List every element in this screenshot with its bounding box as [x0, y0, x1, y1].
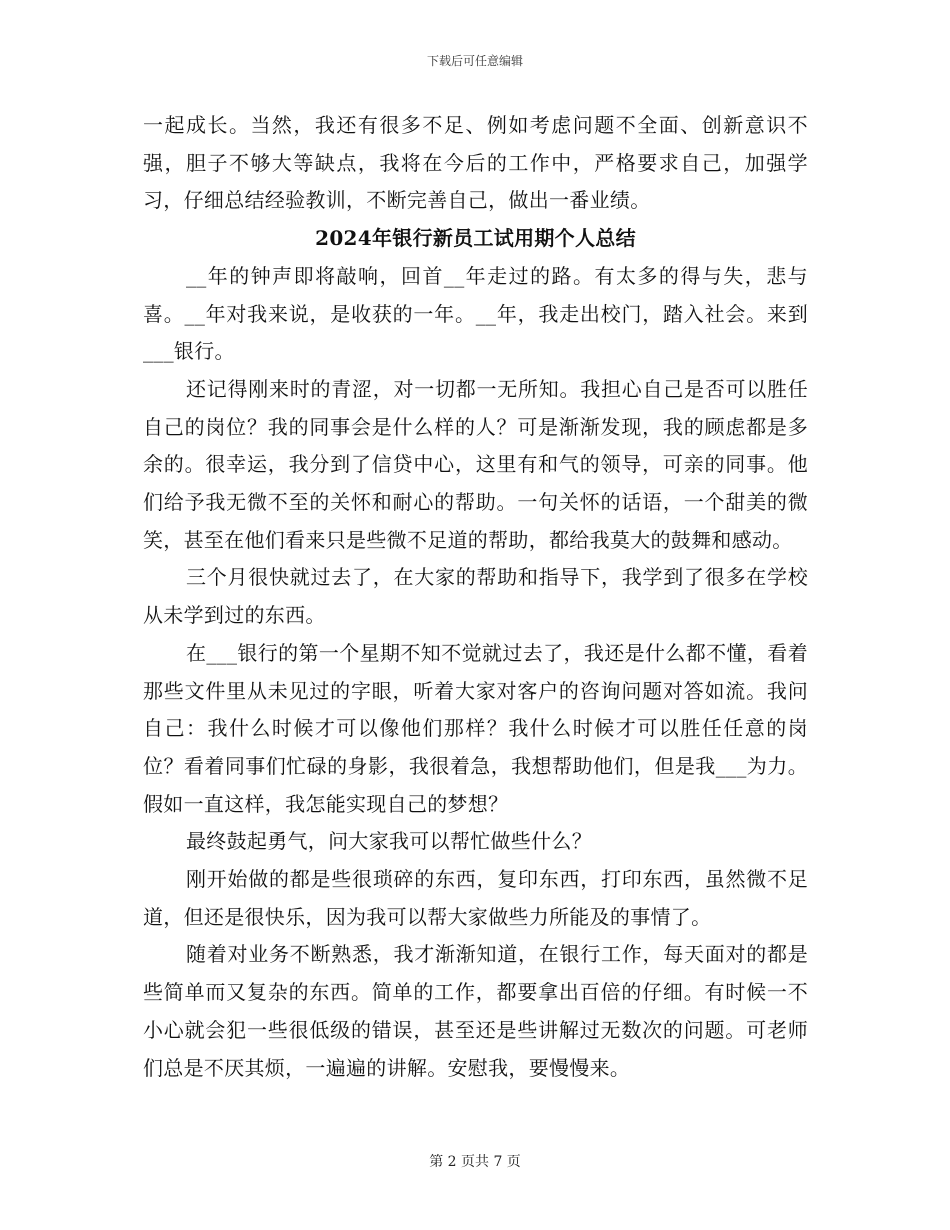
body-paragraph: 最终鼓起勇气，问大家我可以帮忙做些什么？	[186, 829, 592, 854]
page-header: 下载后可任意编辑	[426, 54, 523, 68]
body-paragraph: 还记得刚来时的青涩，对一切都一无所知。我担心自己是否可以胜任自己的岗位？我的同事会是什么样的人？可是渐渐发现，我的顾虑都是多余的。很幸运，我分到了信贷中心，这里有和气的领导，可亲的同事。他们给予我无微不至的关怀和耐心的帮助。一句关怀的话语，一个甜美的微笑，甚至在他们看来只是些微不足道的帮助，都给我莫大的鼓舞和感动。	[143, 376, 808, 552]
document-body	[143, 107, 808, 1087]
body-paragraph: __年的钟声即将敲响，回首__年走过的路。有太多的得与失，悲与喜。__年对我来说，是收获的一年。__年，我走出校门，踏入社会。来到___银行。	[143, 263, 808, 364]
section-title: 2024年银行新员工试用期个人总结	[315, 226, 636, 251]
intro-paragraph: 一起成长。当然，我还有很多不足、例如考虑问题不全面、创新意识不强，胆子不够大等缺点，我将在今后的工作中，严格要求自己，加强学习，仔细总结经验教训，不断完善自己，做出一番业绩。	[143, 113, 808, 213]
page-number: 第 2 页共 7 页	[429, 1154, 521, 1170]
body-paragraph: 三个月很快就过去了，在大家的帮助和指导下，我学到了很多在学校从未学到过的东西。	[143, 565, 808, 628]
body-paragraph: 随着对业务不断熟悉，我才渐渐知道，在银行工作，每天面对的都是些简单而又复杂的东西。简单的工作，都要拿出百倍的仔细。有时候一不小心就会犯一些很低级的错误，甚至还是些讲解过无数次的问题。可老师们总是不厌其烦，一遍遍的讲解。安慰我，要慢慢来。	[143, 942, 808, 1080]
body-paragraph: 在___银行的第一个星期不知不觉就过去了，我还是什么都不懂，看着那些文件里从未见过的字眼，听着大家对客户的咨询问题对答如流。我问自己：我什么时候才可以像他们那样？我什么时候才可以胜任任意的岗位？看着同事们忙碌的身影，我很着急，我想帮助他们，但是我___为力。假如一直这样，我怎能实现自己的梦想？	[143, 640, 808, 816]
body-paragraph: 刚开始做的都是些很琐碎的东西，复印东西，打印东西，虽然微不足道，但还是很快乐，因为我可以帮大家做些力所能及的事情了。	[143, 867, 808, 929]
